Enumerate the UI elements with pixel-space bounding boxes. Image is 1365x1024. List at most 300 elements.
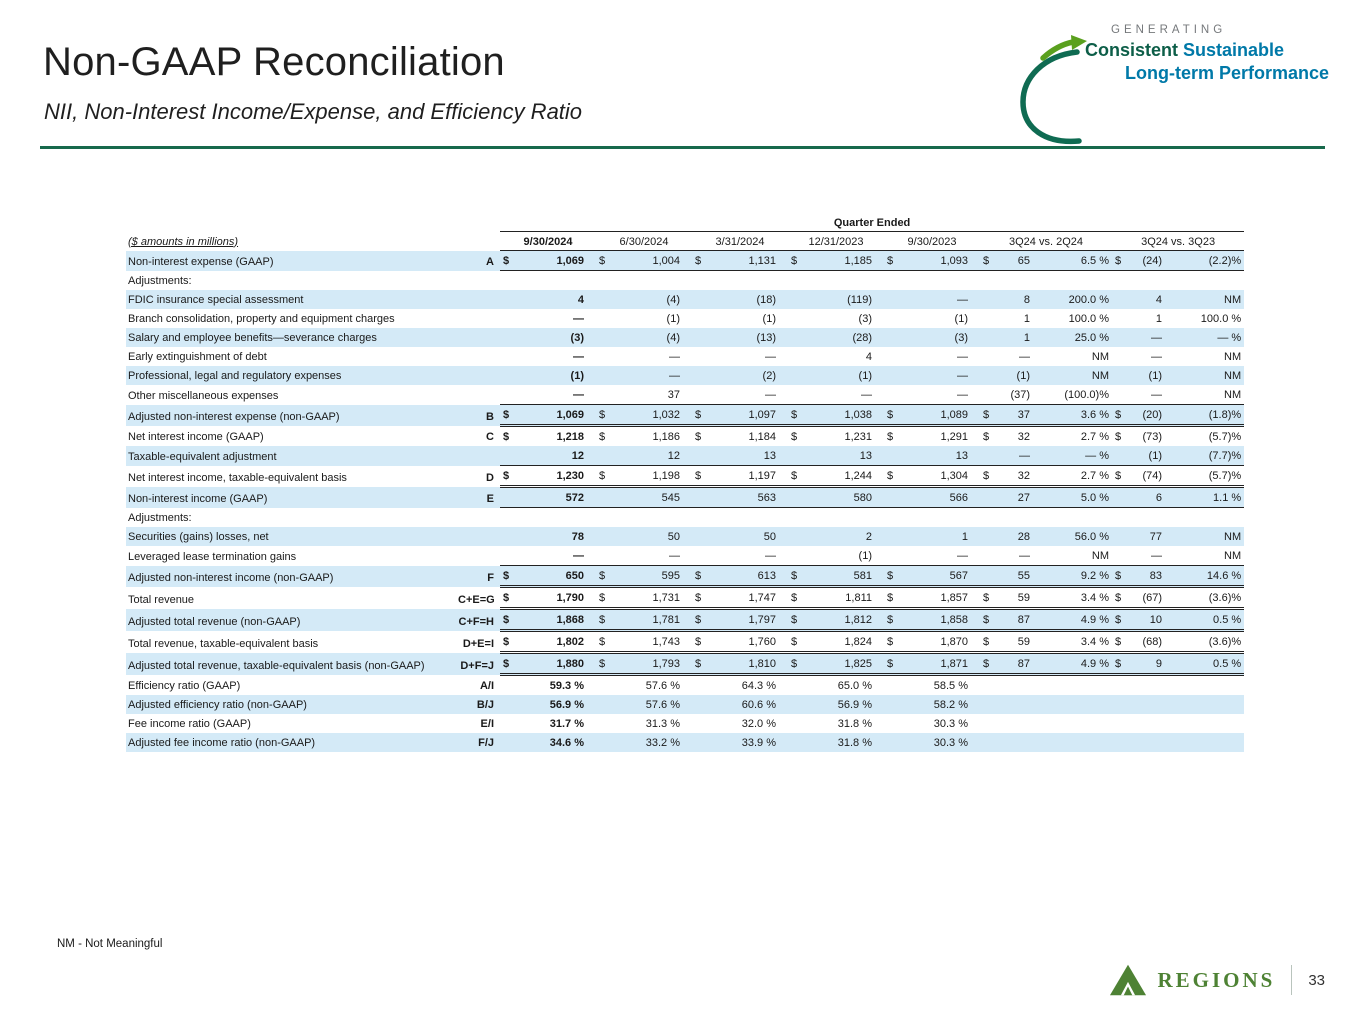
dollar-sign: $ bbox=[500, 653, 516, 675]
dollar-sign bbox=[500, 546, 516, 566]
cell-change-amount: — bbox=[1128, 546, 1174, 566]
cell-change-pct: 1.1 % bbox=[1174, 487, 1244, 508]
cell-value: — bbox=[573, 313, 584, 325]
cell-change-amount: (74) bbox=[1128, 466, 1174, 487]
dollar-sign bbox=[980, 366, 996, 385]
cell-change-pct: 56.0 % bbox=[1042, 527, 1112, 546]
dollar-sign: $ bbox=[1112, 653, 1128, 675]
cell-value: 37 bbox=[612, 385, 692, 405]
dollar-sign bbox=[788, 385, 804, 405]
cell-change-amount: (1) bbox=[1128, 446, 1174, 466]
dollar-sign bbox=[884, 546, 900, 566]
dollar-sign: $ bbox=[887, 431, 894, 443]
dollar-sign: $ bbox=[884, 466, 900, 487]
cell-change-amount: 28 bbox=[996, 527, 1042, 546]
dollar-sign: $ bbox=[884, 609, 900, 631]
cell-change-pct: NM bbox=[1174, 546, 1244, 566]
dollar-sign bbox=[1112, 309, 1128, 328]
dollar-sign: $ bbox=[500, 251, 516, 271]
cell-change-pct: NM bbox=[1042, 366, 1112, 385]
dollar-sign bbox=[596, 733, 612, 752]
cell-change-amount: — bbox=[996, 546, 1042, 566]
row-code: C+E=G bbox=[458, 593, 495, 606]
page-number: 33 bbox=[1308, 971, 1325, 989]
dollar-sign: $ bbox=[1112, 466, 1128, 487]
cell-value: 1,857 bbox=[900, 587, 980, 609]
cell-change-pct: (3.6)% bbox=[1174, 587, 1244, 609]
logo-line-longterm: Long-term Performance bbox=[1125, 63, 1330, 83]
dollar-sign bbox=[500, 385, 516, 405]
row-code: D bbox=[486, 471, 494, 484]
dollar-sign bbox=[1112, 527, 1128, 546]
cell-change-amount bbox=[1128, 733, 1174, 752]
row-code: E bbox=[458, 487, 500, 508]
cell-change-amount: 27 bbox=[996, 487, 1042, 508]
cell-value: 2 bbox=[804, 527, 884, 546]
table-row bbox=[126, 328, 1244, 347]
cell-value: 1,870 bbox=[900, 631, 980, 653]
dollar-sign bbox=[884, 347, 900, 366]
cell-value: (1) bbox=[804, 546, 884, 566]
cell-value: — bbox=[708, 546, 788, 566]
cell-change-amount: — bbox=[1151, 351, 1162, 363]
row-label: Adjusted total revenue (non-GAAP) bbox=[126, 609, 458, 631]
dollar-sign bbox=[884, 290, 900, 309]
cell-change-amount: 87 bbox=[996, 653, 1042, 675]
row-code: D+F=J bbox=[458, 653, 500, 675]
cell-value: 31.8 % bbox=[804, 733, 884, 752]
cell-value: — bbox=[765, 351, 776, 363]
cell-value: 581 bbox=[804, 566, 884, 587]
section-label: Adjustments: bbox=[128, 512, 192, 524]
cell-change-pct: 3.6 % bbox=[1042, 405, 1112, 426]
cell-value: 56.9 % bbox=[804, 695, 884, 714]
amounts-note: ($ amounts in millions) bbox=[128, 235, 239, 248]
dollar-sign bbox=[788, 546, 804, 566]
cell-value: 78 bbox=[516, 527, 596, 546]
cell-change-amount bbox=[1128, 695, 1174, 714]
cell-value: (28) bbox=[804, 328, 884, 347]
cell-value: 31.8 % bbox=[837, 718, 872, 730]
dollar-sign bbox=[596, 546, 612, 566]
dollar-sign bbox=[980, 733, 996, 752]
cell-change-amount: 32 bbox=[1017, 431, 1030, 443]
cell-value: (1) bbox=[804, 366, 884, 385]
cell-value: — bbox=[516, 385, 596, 405]
cell-value: 56.9 % bbox=[516, 695, 596, 714]
table-row bbox=[126, 290, 1244, 309]
dollar-sign bbox=[980, 487, 996, 508]
dollar-sign bbox=[692, 695, 708, 714]
dollar-sign: $ bbox=[980, 631, 996, 653]
cell-value: 1,871 bbox=[900, 653, 980, 675]
dollar-sign bbox=[788, 527, 804, 546]
cell-value: 57.6 % bbox=[612, 695, 692, 714]
cell-change-amount: 6 bbox=[1128, 487, 1174, 508]
cell-change-amount: 4 bbox=[1128, 290, 1174, 309]
dollar-sign bbox=[692, 328, 708, 347]
dollar-sign: $ bbox=[500, 566, 516, 587]
dollar-sign: $ bbox=[980, 587, 996, 609]
dollar-sign bbox=[1112, 487, 1128, 508]
cell-value: 1,731 bbox=[612, 587, 692, 609]
dollar-sign bbox=[692, 675, 708, 696]
row-code bbox=[458, 309, 500, 328]
dollar-sign bbox=[692, 366, 708, 385]
cell-value: (13) bbox=[708, 328, 788, 347]
cell-value: 4 bbox=[865, 351, 872, 363]
cell-value: — bbox=[669, 351, 680, 363]
cell-value: 1,810 bbox=[708, 653, 788, 675]
dollar-sign bbox=[980, 546, 996, 566]
dollar-sign: $ bbox=[503, 431, 510, 443]
cell-change-amount: 10 bbox=[1128, 609, 1174, 631]
dollar-sign bbox=[692, 546, 708, 566]
cell-value: 1,244 bbox=[804, 466, 884, 487]
dollar-sign: $ bbox=[788, 405, 804, 426]
cell-value: (18) bbox=[708, 290, 788, 309]
group-header-row bbox=[126, 213, 1244, 232]
dollar-sign bbox=[1112, 546, 1128, 566]
cell-value: 1,747 bbox=[708, 587, 788, 609]
dollar-sign: $ bbox=[692, 587, 708, 609]
dollar-sign bbox=[1112, 385, 1128, 405]
generating-performance-logo bbox=[1029, 24, 1330, 134]
dollar-sign bbox=[884, 366, 900, 385]
dollar-sign bbox=[596, 290, 612, 309]
dollar-sign: $ bbox=[1112, 566, 1128, 587]
row-code: F bbox=[458, 566, 500, 587]
row-code bbox=[458, 347, 500, 366]
dollar-sign bbox=[500, 347, 516, 366]
dollar-sign: $ bbox=[788, 631, 804, 653]
table-row bbox=[126, 385, 1244, 405]
dollar-sign bbox=[788, 487, 804, 508]
dollar-sign: $ bbox=[884, 587, 900, 609]
cell-change-amount: 1 bbox=[996, 328, 1042, 347]
cell-change-pct bbox=[1042, 675, 1112, 696]
cell-value: 545 bbox=[612, 487, 692, 508]
cell-value: 1,825 bbox=[804, 653, 884, 675]
row-code bbox=[458, 385, 500, 405]
table-row bbox=[126, 251, 1244, 271]
cell-value: 1,197 bbox=[708, 466, 788, 487]
cell-change-amount bbox=[996, 714, 1042, 733]
cell-value: 30.3 % bbox=[933, 718, 968, 730]
dollar-sign: $ bbox=[980, 466, 996, 487]
dollar-sign: $ bbox=[1112, 587, 1128, 609]
cell-change-pct: 0.5 % bbox=[1174, 609, 1244, 631]
dollar-sign bbox=[500, 733, 516, 752]
row-label: Total revenue, taxable-equivalent basis bbox=[128, 637, 319, 650]
cell-change-pct: NM bbox=[1224, 351, 1242, 363]
row-label: FDIC insurance special assessment bbox=[126, 290, 458, 309]
dollar-sign: $ bbox=[596, 609, 612, 631]
quarter-column-header: 9/30/2024 bbox=[500, 232, 596, 251]
cell-change-pct: NM bbox=[1174, 385, 1244, 405]
cell-value: 1,185 bbox=[804, 251, 884, 271]
dollar-sign bbox=[980, 309, 996, 328]
logo-line-consistent-sustainable bbox=[1085, 40, 1319, 61]
cell-change-amount bbox=[1128, 675, 1174, 696]
dollar-sign: $ bbox=[596, 587, 612, 609]
dollar-sign bbox=[692, 487, 708, 508]
cell-value: 31.7 % bbox=[549, 718, 584, 730]
dollar-sign bbox=[980, 527, 996, 546]
dollar-sign: $ bbox=[695, 431, 702, 443]
dollar-sign: $ bbox=[599, 431, 606, 443]
dollar-sign bbox=[884, 675, 900, 696]
dollar-sign bbox=[500, 309, 516, 328]
table-row bbox=[126, 587, 1244, 609]
dollar-sign: $ bbox=[1112, 609, 1128, 631]
cell-value: 1 bbox=[900, 527, 980, 546]
dollar-sign bbox=[884, 733, 900, 752]
row-label: Taxable-equivalent adjustment bbox=[126, 446, 458, 466]
cell-value: 1,093 bbox=[900, 251, 980, 271]
cell-change-pct: 25.0 % bbox=[1042, 328, 1112, 347]
cell-change-amount: 37 bbox=[996, 405, 1042, 426]
cell-value: 1,032 bbox=[612, 405, 692, 426]
cell-value: (2) bbox=[708, 366, 788, 385]
cell-value: 1,038 bbox=[804, 405, 884, 426]
quarter-column-header: 3/31/2024 bbox=[692, 232, 788, 251]
dollar-sign: $ bbox=[692, 653, 708, 675]
cell-value: 1,868 bbox=[516, 609, 596, 631]
dollar-sign bbox=[980, 385, 996, 405]
cell-value: 1,811 bbox=[804, 587, 884, 609]
dollar-sign bbox=[884, 446, 900, 466]
logo-text bbox=[1085, 24, 1330, 84]
cell-value: 33.2 % bbox=[612, 733, 692, 752]
dollar-sign bbox=[884, 695, 900, 714]
cell-change-amount: — bbox=[1019, 351, 1030, 363]
cell-change-pct: (2.2)% bbox=[1174, 251, 1244, 271]
dollar-sign: $ bbox=[596, 251, 612, 271]
header-divider-rule bbox=[40, 146, 1325, 149]
dollar-sign bbox=[1112, 695, 1128, 714]
cell-change-pct: NM bbox=[1174, 290, 1244, 309]
dollar-sign: $ bbox=[692, 566, 708, 587]
dollar-sign: $ bbox=[980, 405, 996, 426]
cell-value: 1,760 bbox=[708, 631, 788, 653]
dollar-sign bbox=[596, 527, 612, 546]
dollar-sign bbox=[788, 675, 804, 696]
cell-value: 1,793 bbox=[612, 653, 692, 675]
table-row bbox=[126, 653, 1244, 675]
dollar-sign bbox=[692, 733, 708, 752]
cell-value: 30.3 % bbox=[900, 733, 980, 752]
dollar-sign bbox=[596, 487, 612, 508]
logo-word-consistent: Consistent bbox=[1085, 40, 1179, 60]
cell-change-amount: — bbox=[996, 446, 1042, 466]
row-code bbox=[458, 546, 500, 566]
row-label: Professional, legal and regulatory expenses bbox=[126, 366, 458, 385]
row-label: Total revenue bbox=[128, 593, 195, 606]
cell-value: 1,069 bbox=[516, 251, 596, 271]
cell-value: 1,131 bbox=[708, 251, 788, 271]
cell-change-pct: NM bbox=[1091, 351, 1109, 363]
row-code: E/I bbox=[480, 718, 494, 730]
row-code bbox=[458, 328, 500, 347]
dollar-sign bbox=[596, 446, 612, 466]
table-row bbox=[126, 675, 1244, 696]
dollar-sign bbox=[1112, 446, 1128, 466]
cell-value: — bbox=[612, 366, 692, 385]
cell-value: 12 bbox=[612, 446, 692, 466]
table-row bbox=[126, 426, 1244, 447]
row-code: A bbox=[458, 251, 500, 271]
cell-value: 572 bbox=[516, 487, 596, 508]
dollar-sign bbox=[596, 328, 612, 347]
cell-change-amount: (20) bbox=[1128, 405, 1174, 426]
dollar-sign bbox=[980, 328, 996, 347]
cell-value: (1) bbox=[954, 313, 968, 325]
cell-value: 65.0 % bbox=[837, 680, 872, 692]
dollar-sign bbox=[500, 487, 516, 508]
cell-value: 1,218 bbox=[556, 431, 584, 443]
dollar-sign bbox=[596, 385, 612, 405]
cell-change-pct: 5.0 % bbox=[1042, 487, 1112, 508]
cell-value: 1,802 bbox=[516, 631, 596, 653]
dollar-sign bbox=[1112, 347, 1128, 366]
cell-value: 1,184 bbox=[748, 431, 776, 443]
cell-value: (1) bbox=[516, 366, 596, 385]
dollar-sign: $ bbox=[884, 566, 900, 587]
dollar-sign bbox=[500, 290, 516, 309]
cell-change-pct: 9.2 % bbox=[1042, 566, 1112, 587]
dollar-sign bbox=[788, 328, 804, 347]
row-code bbox=[458, 290, 500, 309]
dollar-sign bbox=[980, 446, 996, 466]
cell-value: 1,858 bbox=[900, 609, 980, 631]
cell-change-pct: 4.9 % bbox=[1042, 653, 1112, 675]
cell-change-pct bbox=[1174, 733, 1244, 752]
dollar-sign: $ bbox=[884, 653, 900, 675]
cell-change-pct: (1.8)% bbox=[1174, 405, 1244, 426]
row-label: Net interest income (GAAP) bbox=[128, 431, 264, 443]
cell-value: 12 bbox=[516, 446, 596, 466]
table-row bbox=[126, 466, 1244, 487]
dollar-sign: $ bbox=[884, 251, 900, 271]
dollar-sign bbox=[692, 347, 708, 366]
table-row bbox=[126, 566, 1244, 587]
cell-value: 13 bbox=[900, 446, 980, 466]
dollar-sign: $ bbox=[980, 609, 996, 631]
cell-value: — bbox=[516, 546, 596, 566]
quarter-column-header: 6/30/2024 bbox=[596, 232, 692, 251]
dollar-sign bbox=[692, 309, 708, 328]
row-code: F/J bbox=[458, 733, 500, 752]
cell-change-amount: 87 bbox=[996, 609, 1042, 631]
row-label: Branch consolidation, property and equipment charges bbox=[128, 313, 395, 325]
row-label: Adjusted efficiency ratio (non-GAAP) bbox=[126, 695, 458, 714]
quarter-ended-header: Quarter Ended bbox=[500, 213, 1244, 232]
cell-value: 1,781 bbox=[612, 609, 692, 631]
row-label: Securities (gains) losses, net bbox=[126, 527, 458, 546]
dollar-sign bbox=[500, 446, 516, 466]
cell-value: 58.5 % bbox=[933, 680, 968, 692]
cell-change-amount: 9 bbox=[1128, 653, 1174, 675]
dollar-sign bbox=[692, 714, 708, 733]
table-row bbox=[126, 309, 1244, 328]
page-subtitle: NII, Non-Interest Income/Expense, and Efficiency Ratio bbox=[44, 99, 583, 124]
footer-divider bbox=[1291, 965, 1292, 995]
row-code: C bbox=[486, 431, 494, 443]
dollar-sign: $ bbox=[596, 566, 612, 587]
dollar-sign bbox=[980, 675, 996, 696]
dollar-sign bbox=[980, 566, 996, 587]
cell-value: (119) bbox=[804, 290, 884, 309]
cell-value: 1,198 bbox=[612, 466, 692, 487]
cell-value: 13 bbox=[708, 446, 788, 466]
cell-value: — bbox=[957, 351, 968, 363]
row-label: Other miscellaneous expenses bbox=[128, 389, 279, 402]
cell-change-pct: — % bbox=[1042, 446, 1112, 466]
cell-value: 1,812 bbox=[804, 609, 884, 631]
dollar-sign bbox=[596, 675, 612, 696]
cell-change-pct: (7.7)% bbox=[1174, 446, 1244, 466]
dollar-sign: $ bbox=[596, 405, 612, 426]
dollar-sign bbox=[692, 527, 708, 546]
dollar-sign: $ bbox=[1112, 631, 1128, 653]
dollar-sign bbox=[788, 290, 804, 309]
cell-change-amount: (68) bbox=[1128, 631, 1174, 653]
dollar-sign: $ bbox=[692, 466, 708, 487]
row-code bbox=[458, 446, 500, 466]
dollar-sign bbox=[788, 446, 804, 466]
dollar-sign bbox=[788, 309, 804, 328]
dollar-sign bbox=[500, 366, 516, 385]
cell-change-amount: 65 bbox=[996, 251, 1042, 271]
dollar-sign bbox=[692, 385, 708, 405]
section-row bbox=[126, 271, 1244, 291]
dollar-sign bbox=[1112, 328, 1128, 347]
footnote: NM - Not Meaningful bbox=[57, 938, 163, 950]
column-header-row bbox=[126, 232, 1244, 251]
cell-value: 1,231 bbox=[844, 431, 872, 443]
cell-change-pct: — % bbox=[1174, 328, 1244, 347]
table-row bbox=[126, 366, 1244, 385]
table-row bbox=[126, 527, 1244, 546]
cell-value: (3) bbox=[516, 328, 596, 347]
cell-change-pct: 100.0 % bbox=[1068, 313, 1109, 325]
dollar-sign bbox=[884, 527, 900, 546]
cell-change-pct: 100.0 % bbox=[1200, 313, 1242, 325]
cell-value: — bbox=[804, 385, 884, 405]
dollar-sign bbox=[884, 714, 900, 733]
dollar-sign bbox=[1112, 714, 1128, 733]
cell-change-pct: 0.5 % bbox=[1174, 653, 1244, 675]
cell-value: 50 bbox=[708, 527, 788, 546]
cell-value: — bbox=[900, 385, 980, 405]
section-label: Adjustments: bbox=[128, 275, 192, 287]
table-row bbox=[126, 487, 1244, 508]
cell-value: 13 bbox=[804, 446, 884, 466]
row-label: Adjusted fee income ratio (non-GAAP) bbox=[126, 733, 458, 752]
cell-change-pct: (3.6)% bbox=[1174, 631, 1244, 653]
cell-change-pct: 3.4 % bbox=[1042, 631, 1112, 653]
cell-change-amount: 1 bbox=[1155, 313, 1162, 325]
cell-change-amount: 55 bbox=[996, 566, 1042, 587]
brand-footer bbox=[1109, 963, 1325, 997]
cell-value: (1) bbox=[666, 313, 680, 325]
cell-value: 1,004 bbox=[612, 251, 692, 271]
row-label: Fee income ratio (GAAP) bbox=[128, 718, 251, 730]
row-label: Non-interest income (GAAP) bbox=[126, 487, 458, 508]
cell-value: 50 bbox=[612, 527, 692, 546]
cell-value: 1,304 bbox=[900, 466, 980, 487]
